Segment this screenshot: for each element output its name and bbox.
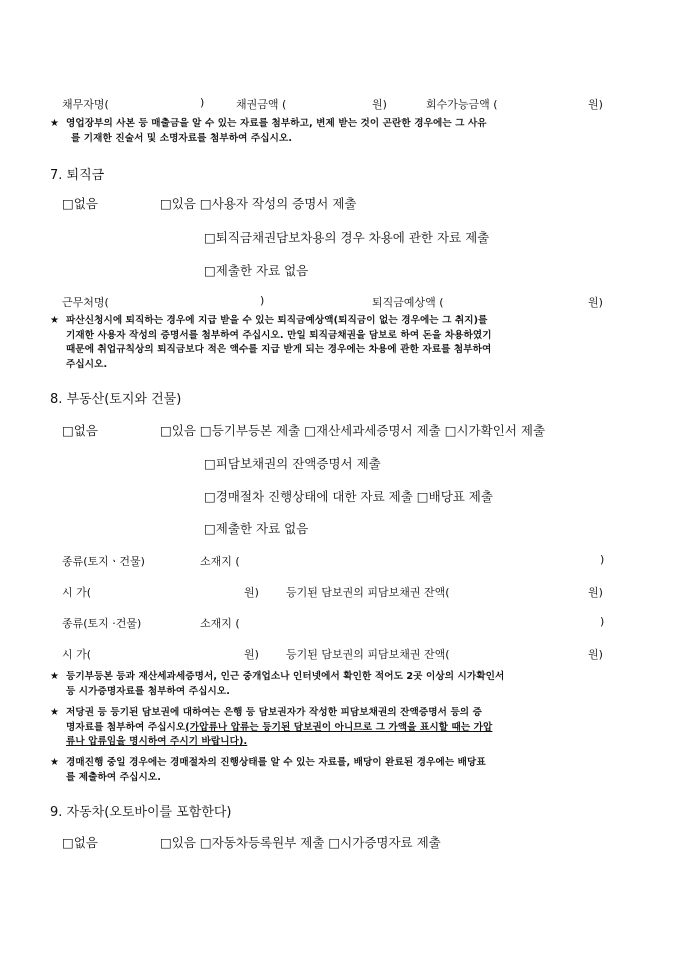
sec9-has-checkbox[interactable]: □있음 □자동차등록원부 제출 □시가증명자료 제출 (160, 835, 441, 850)
market-price-label: 시 가( (62, 648, 92, 661)
note-line: 를 제출하여 주십시오. (66, 771, 161, 783)
note-line: 때문에 취업규칙상의 퇴직금보다 적은 액수를 지급 받게 되는 경우에는 차용에 관한 자료를 첨부하여 (66, 344, 492, 355)
sec8-none-checkbox[interactable]: □없음 (62, 423, 98, 438)
secured-balance-unit: 원) (588, 648, 603, 661)
note-underlined-part: (가압류나 압류는 등기된 담보권이 아니므로 그 가액을 표시할 때는 가압 (185, 721, 493, 733)
debtor-name-label: 채무자명( (62, 98, 109, 111)
secured-balance-label: 등기된 담보권의 피담보채권 잔액( (286, 586, 450, 599)
section-9-title: 9. 자동차(오토바이를 포함한다) (50, 805, 232, 820)
note-line: 영업장부의 사본 등 매출금을 알 수 있는 자료를 첨부하고, 변제 받는 것이 곤란한 경우에는 그 사유 (66, 118, 487, 129)
star-icon: ★ (50, 671, 60, 682)
note-line: 파산신청시에 퇴직하는 경우에 지급 받을 수 있는 퇴직금예상액(퇴직금이 없는 경우에는 그 취지)를 (66, 315, 488, 326)
severance-estimate-label: 퇴직금예상액 ( (372, 296, 444, 309)
property-type-label: 종류(토지 ·건물) (62, 617, 142, 630)
note-line (66, 721, 614, 736)
workplace-label: 근무처명( (62, 296, 109, 309)
recoverable-amount-label: 회수가능금액 ( (426, 98, 498, 111)
note-line: 경매진행 중일 경우에는 경매절차의 진행상태를 알 수 있는 자료를, 배당이 완료된 경우에는 배당표 (66, 757, 486, 768)
star-icon: ★ (50, 707, 60, 718)
debtor-name-close: ) (200, 96, 205, 109)
note-line: 를 기재한 진술서 및 소명자료를 첨부하여 주십시오. (71, 132, 293, 144)
location-close: ) (600, 615, 605, 628)
sec7-none-checkbox[interactable]: □없음 (62, 196, 98, 211)
note-line: 주십시오. (66, 358, 108, 370)
secured-balance-label: 등기된 담보권의 피담보채권 잔액( (286, 648, 450, 661)
market-price-unit: 원) (244, 648, 259, 661)
star-icon: ★ (50, 757, 60, 768)
claim-amount-unit: 원) (372, 98, 387, 111)
star-icon: ★ (50, 315, 60, 326)
note-underlined-line: 류나 압류임을 명시하여 주시기 바랍니다). (66, 736, 248, 747)
note-line: 기재한 사용자 작성의 증명서를 첨부하여 주십시오. 만일 퇴직금채권을 담보로 하여 돈을 차용하였기 (66, 329, 492, 341)
note-line: 저당권 등 등기된 담보권에 대하여는 은행 등 담보권자가 작성한 피담보채권의 잔액증명서 등의 증 (66, 707, 482, 718)
sec8-auction-docs-checkbox[interactable]: □경매절차 진행상태에 대한 자료 제출 □배당표 제출 (204, 489, 493, 504)
sec8-has-checkbox[interactable]: □있음 □등기부등본 제출 □재산세과세증명서 제출 □시가확인서 제출 (160, 423, 546, 438)
sec7-no-docs-checkbox[interactable]: □제출한 자료 없음 (204, 263, 309, 278)
sec7-has-checkbox[interactable]: □있음 □사용자 작성의 증명서 제출 (160, 196, 357, 211)
market-price-label: 시 가( (62, 586, 92, 599)
section-7-title: 7. 퇴직금 (50, 168, 105, 183)
secured-balance-unit: 원) (588, 586, 603, 599)
workplace-close: ) (260, 294, 265, 307)
note-line: 등기부등본 등과 재산세과세증명서, 인근 중개업소나 인터넷에서 확인한 적어도 2곳 이상의 시가확인서 (66, 671, 505, 682)
location-label: 소재지 ( (200, 617, 240, 630)
note-line: 등 시가증명자료를 첨부하여 주십시오. (66, 685, 230, 697)
sec8-no-docs-checkbox[interactable]: □제출한 자료 없음 (204, 521, 309, 536)
star-icon: ★ (50, 118, 60, 129)
property-type-label: 종류(토지ㆍ건물) (62, 555, 145, 568)
note-line-part: 명자료를 첨부하여 주십시오 (66, 721, 186, 733)
sec9-none-checkbox[interactable]: □없음 (62, 835, 98, 850)
section-8-title: 8. 부동산(토지와 건물) (50, 392, 182, 407)
sec7-loan-docs-checkbox[interactable]: □퇴직금채권담보차용의 경우 차용에 관한 자료 제출 (204, 230, 490, 245)
market-price-unit: 원) (244, 586, 259, 599)
location-label: 소재지 ( (200, 555, 240, 568)
sec8-balance-cert-checkbox[interactable]: □피담보채권의 잔액증명서 제출 (204, 456, 381, 471)
recoverable-amount-unit: 원) (588, 98, 603, 111)
claim-amount-label: 채권금액 ( (236, 98, 287, 111)
location-close: ) (600, 553, 605, 566)
severance-estimate-unit: 원) (588, 296, 603, 309)
